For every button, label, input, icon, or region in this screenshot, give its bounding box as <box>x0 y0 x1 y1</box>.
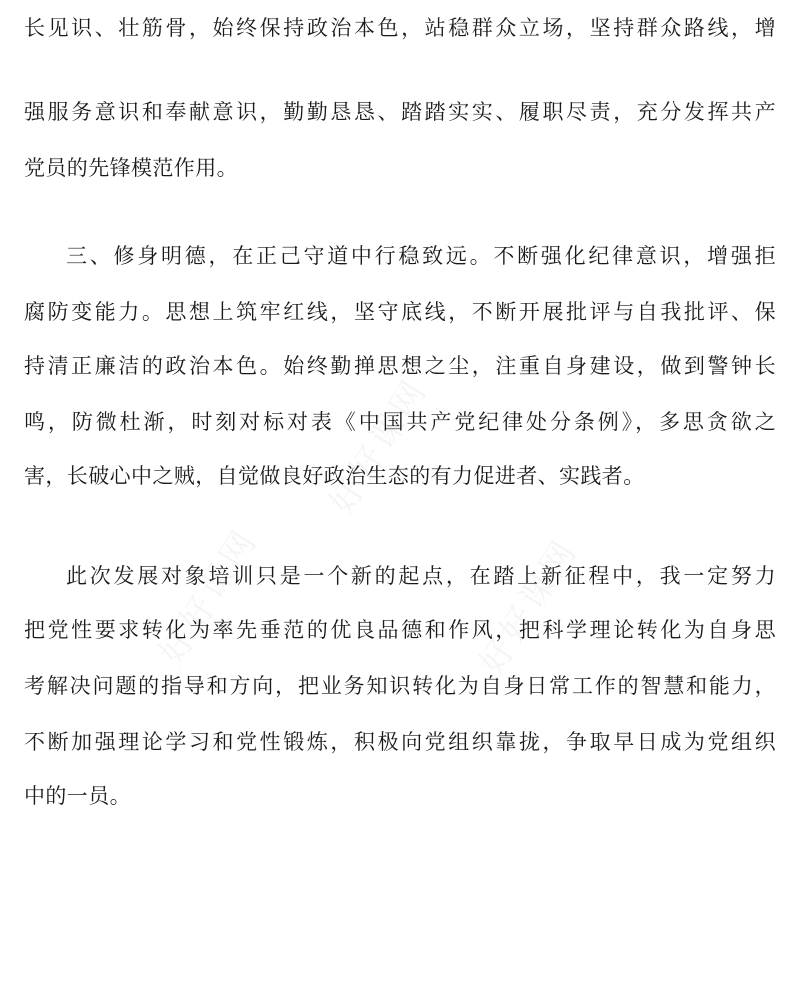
text-line-7: 鸣，防微杜渐，时刻对标对表《中国共产党纪律处分条例》，多思贪欲之 <box>24 410 776 434</box>
text-line-5: 腐防变能力。思想上筑牢红线，坚守底线，不断开展批评与自我批评、保 <box>24 300 776 324</box>
text-line-3: 党员的先锋模范作用。 <box>24 156 238 180</box>
text-line-4: 三、修身明德，在正己守道中行稳致远。不断强化纪律意识，增强拒 <box>66 244 776 268</box>
text-line-9: 此次发展对象培训只是一个新的起点，在踏上新征程中，我一定努力 <box>66 564 776 588</box>
text-line-12: 不断加强理论学习和党性锻炼，积极向党组织靠拢，争取早日成为党组织 <box>24 730 776 754</box>
text-line-1: 长见识、壮筋骨，始终保持政治本色，站稳群众立场，坚持群众路线，增 <box>24 16 776 40</box>
watermark-text <box>315 367 437 522</box>
text-line-2: 强服务意识和奉献意识，勤勤恳恳、踏踏实实、履职尽责，充分发挥共产 <box>24 100 776 124</box>
text-line-10: 把党性要求转化为率先垂范的优良品德和作风，把科学理论转化为自身思 <box>24 618 776 642</box>
text-line-8: 害，长破心中之贼，自觉做良好政治生态的有力促进者、实践者。 <box>24 464 645 488</box>
text-line-11: 考解决问题的指导和方向，把业务知识转化为自身日常工作的智慧和能力， <box>24 674 776 698</box>
text-line-13: 中的一员。 <box>24 784 131 808</box>
watermark-text <box>465 527 587 682</box>
text-line-6: 持清正廉洁的政治本色。始终勤掸思想之尘，注重自身建设，做到警钟长 <box>24 354 776 378</box>
